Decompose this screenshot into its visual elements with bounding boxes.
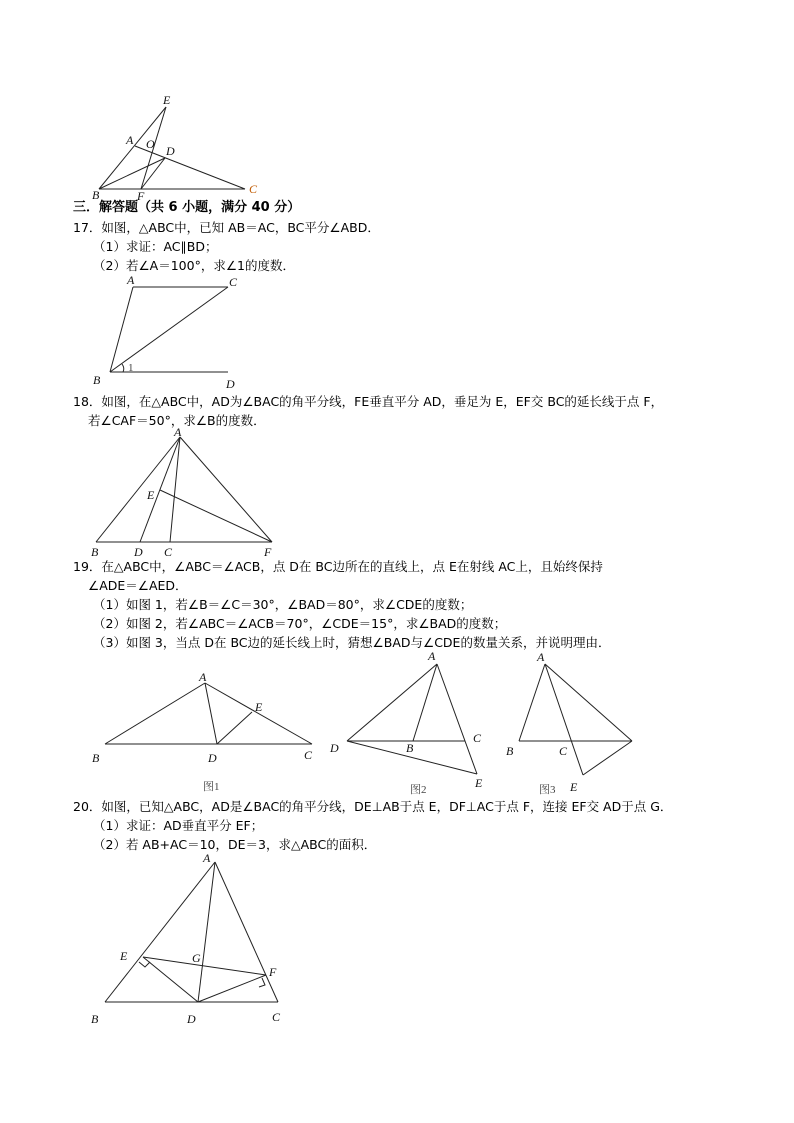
- label-g: G: [192, 951, 201, 965]
- label-a: A: [126, 133, 134, 147]
- label-e: E: [163, 93, 171, 107]
- label-b: B: [93, 373, 101, 387]
- label-o: O: [146, 137, 155, 151]
- section-heading: 三．解答题（共 6 小题，满分 40 分）: [73, 200, 301, 215]
- q17-part1: （1）求证：AC∥BD；: [93, 239, 218, 254]
- label-a: A: [537, 650, 545, 664]
- q17-part2: （2）若∠A＝100°，求∠1的度数．: [93, 258, 295, 273]
- label-c: C: [473, 731, 482, 745]
- label-d: D: [134, 545, 143, 559]
- label-b: B: [91, 1012, 99, 1026]
- q18-stem-cont: 若∠CAF＝50°，求∠B的度数．: [88, 413, 266, 428]
- label-b: B: [92, 751, 100, 765]
- q20-stem: 20．如图，已知△ABC，AD是∠BAC的角平分线，DE⊥AB于点 E，DF⊥AC于点 F，连接 EF交 AD于点 G．: [73, 799, 673, 814]
- q20-figure: [91, 851, 281, 1026]
- q19-part1: （1）如图 1，若∠B＝∠C＝30°，∠BAD＝80°，求∠CDE的度数；: [93, 597, 473, 612]
- q17-stem: 17．如图，△ABC中，已知 AB＝AC，BC平分∠ABD．: [73, 220, 380, 235]
- label-c: C: [229, 275, 238, 289]
- label-c: C: [164, 545, 173, 559]
- label-c: C: [272, 1010, 281, 1024]
- caption: 图2: [410, 784, 427, 796]
- label-a: A: [174, 425, 182, 439]
- label-e: E: [120, 949, 128, 963]
- caption: 图3: [539, 784, 556, 796]
- label-f: F: [137, 189, 145, 203]
- q17-figure: [93, 273, 238, 391]
- label-a: A: [199, 670, 207, 684]
- q18-stem: 18．如图，在△ABC中，AD为∠BAC的角平分线，FE垂直平分 AD，垂足为 E，EF交 BC的延长线于点 F，: [73, 394, 664, 409]
- q20-part2: （2）若 AB+AC＝10，DE＝3，求△ABC的面积．: [93, 837, 377, 852]
- label-e: E: [255, 700, 263, 714]
- label-a: A: [203, 851, 211, 865]
- q19-figure-3: [506, 650, 632, 796]
- label-f: F: [264, 545, 272, 559]
- q18-figure: [91, 425, 272, 559]
- label-d: D: [187, 1012, 196, 1026]
- label-b: B: [92, 188, 100, 202]
- q19-stem-cont: ∠ADE＝∠AED．: [88, 578, 188, 593]
- top-figure: [92, 93, 258, 203]
- angle-1-label: 1: [128, 362, 134, 374]
- q20-part1: （1）求证：AD垂直平分 EF；: [93, 818, 264, 833]
- label-a: A: [127, 273, 135, 287]
- label-c: C: [559, 744, 568, 758]
- q19-figure-2: [329, 649, 483, 796]
- label-b: B: [506, 744, 514, 758]
- label-d: D: [330, 741, 339, 755]
- label-b: B: [406, 741, 414, 755]
- q19-part2: （2）如图 2，若∠ABC＝∠ACB＝70°，∠CDE＝15°，求∠BAD的度数；: [93, 616, 507, 631]
- label-e: E: [147, 488, 155, 502]
- caption: 图1: [203, 781, 220, 793]
- label-a: A: [428, 649, 436, 663]
- label-e: E: [475, 776, 483, 790]
- label-c: C: [304, 748, 313, 762]
- q19-stem: 19．在△ABC中，∠ABC＝∠ACB，点 D在 BC边所在的直线上，点 E在射线 AC上，且始终保持: [73, 559, 603, 574]
- label-d: D: [166, 144, 175, 158]
- label-c: C: [249, 182, 258, 196]
- label-d: D: [226, 377, 235, 391]
- q19-part3: （3）如图 3，当点 D在 BC边的延长线上时，猜想∠BAD与∠CDE的数量关系，并说明理由．: [93, 635, 611, 650]
- label-d: D: [208, 751, 217, 765]
- label-e: E: [570, 780, 578, 794]
- label-f: F: [269, 965, 277, 979]
- q19-figure-1: [92, 670, 313, 793]
- label-b: B: [91, 545, 99, 559]
